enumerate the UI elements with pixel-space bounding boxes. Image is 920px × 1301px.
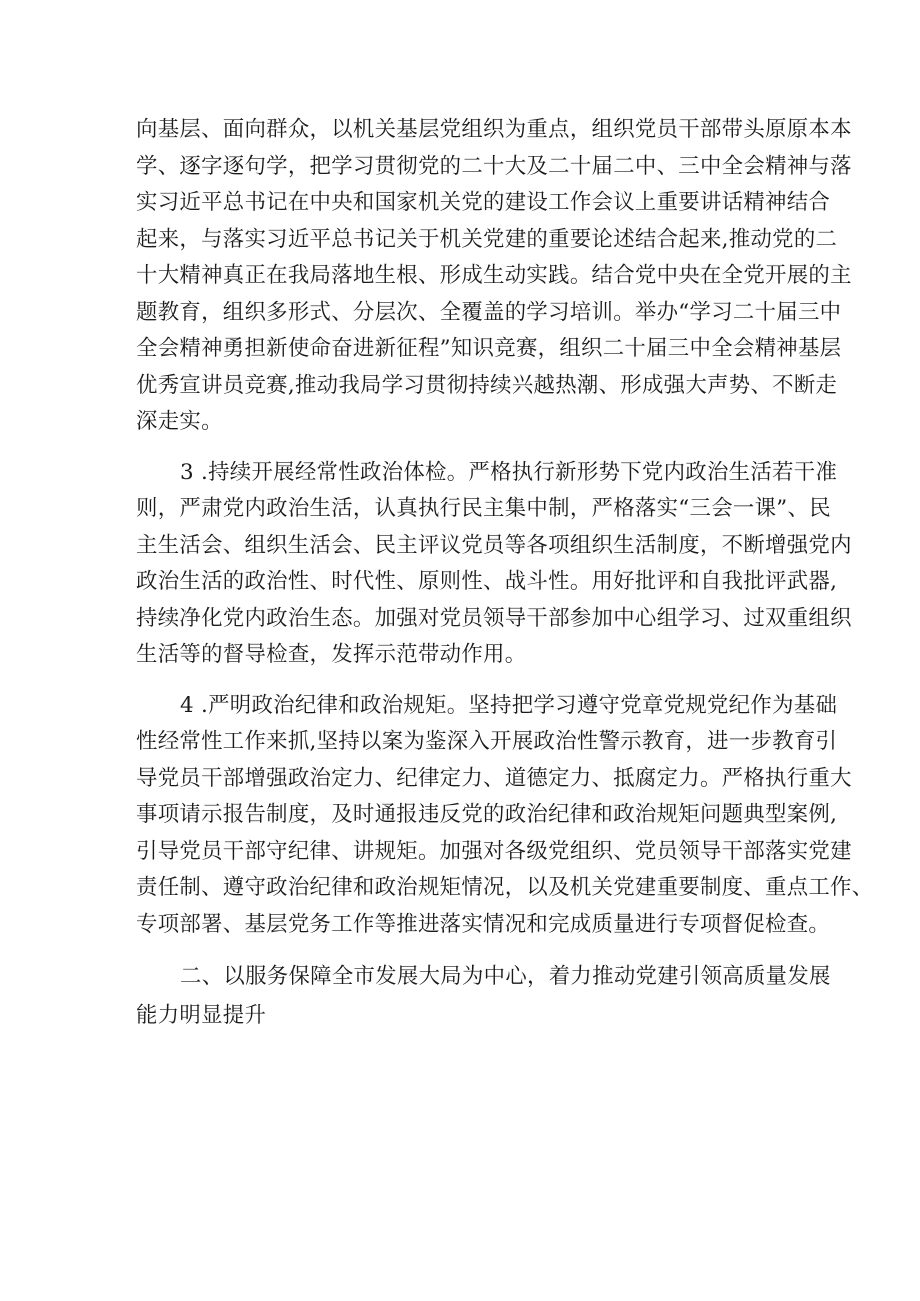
item-3-first-line: 3 .持续开展经常性政治体检。严格执行新形势下党内政治生活若干准: [180, 459, 838, 485]
text-line: 深走实。: [136, 409, 223, 434]
text-line: 责任制、遵守政治纪律和政治规矩情况，以及机关党建重要制度、重点工作、: [136, 875, 874, 900]
text-line: 优秀宣讲员竞赛,推动我局学习贯彻持续兴越热潮、形成强大声势、不断走: [136, 372, 838, 398]
text-line: 向基层、面向群众，以机关基层党组织为重点，组织党员干部带头原原本本: [136, 117, 852, 142]
item-4-paragraph: [136, 688, 874, 944]
text-line: 则，严肃党内政治生活，认真执行民主集中制，严格落实“三会一课”、民: [136, 496, 831, 521]
text-line: 起来，与落实习近平总书记关于机关党建的重要论述结合起来,推动党的二: [136, 226, 838, 252]
text-line: 学、逐字逐句学，把学习贯彻党的二十大及二十届二中、三中全会精神与落: [136, 153, 852, 179]
text-line: 事项请示报告制度，及时通报违反党的政治纪律和政治规矩问题典型案例,: [136, 802, 838, 827]
section-2-heading: [136, 957, 831, 1035]
text-line: 导党员干部增强政治定力、纪律定力、道德定力、抵腐定力。严格执行重大: [136, 765, 852, 791]
text-line: 持续净化党内政治生态。加强对党员领导干部参加中心组学习、过双重组织: [136, 605, 852, 631]
section-heading-line: 能力明显提升: [136, 1003, 267, 1028]
section-heading-line: 二、以服务保障全市发展大局为中心，着力推动党建引领高质量发展: [180, 964, 831, 989]
text-line: 性经常性工作来抓,坚持以案为鉴深入开展政治性警示教育，进一步教育引: [136, 729, 838, 754]
text-line: 十大精神真正在我局落地生根、形成生动实践。结合党中央在全党开展的主: [136, 263, 852, 288]
text-line: 专项部署、基层党务工作等推进落实情况和完成质量进行专项督促检查。: [136, 911, 831, 937]
text-line: 主生活会、组织生活会、民主评议党员等各项组织生活制度，不断增强党内: [136, 532, 852, 558]
document-page: [136, 112, 874, 1035]
item-3-paragraph: [136, 455, 852, 674]
item-4-first-line: 4 .严明政治纪律和政治规矩。坚持把学习遵守党章党规党纪作为基础: [180, 692, 838, 718]
text-line: 题教育，组织多形式、分层次、全覆盖的学习培训。举办“学习二十届三中: [136, 299, 842, 325]
text-line: 政治生活的政治性、时代性、原则性、战斗性。用好批评和自我批评武器,: [136, 569, 838, 594]
text-line: 引导党员干部守纪律、讲规矩。加强对各级党组织、党员领导干部落实党建: [136, 838, 852, 864]
text-line: 全会精神勇担新使命奋进新征程”知识竞赛，组织二十届三中全会精神基层: [136, 336, 842, 361]
text-line: 实习近平总书记在中央和国家机关党的建设工作会议上重要讲话精神结合: [136, 190, 831, 215]
text-line: 生活等的督导检查，发挥示范带动作用。: [136, 642, 527, 667]
paragraph-continuation: [136, 112, 852, 441]
